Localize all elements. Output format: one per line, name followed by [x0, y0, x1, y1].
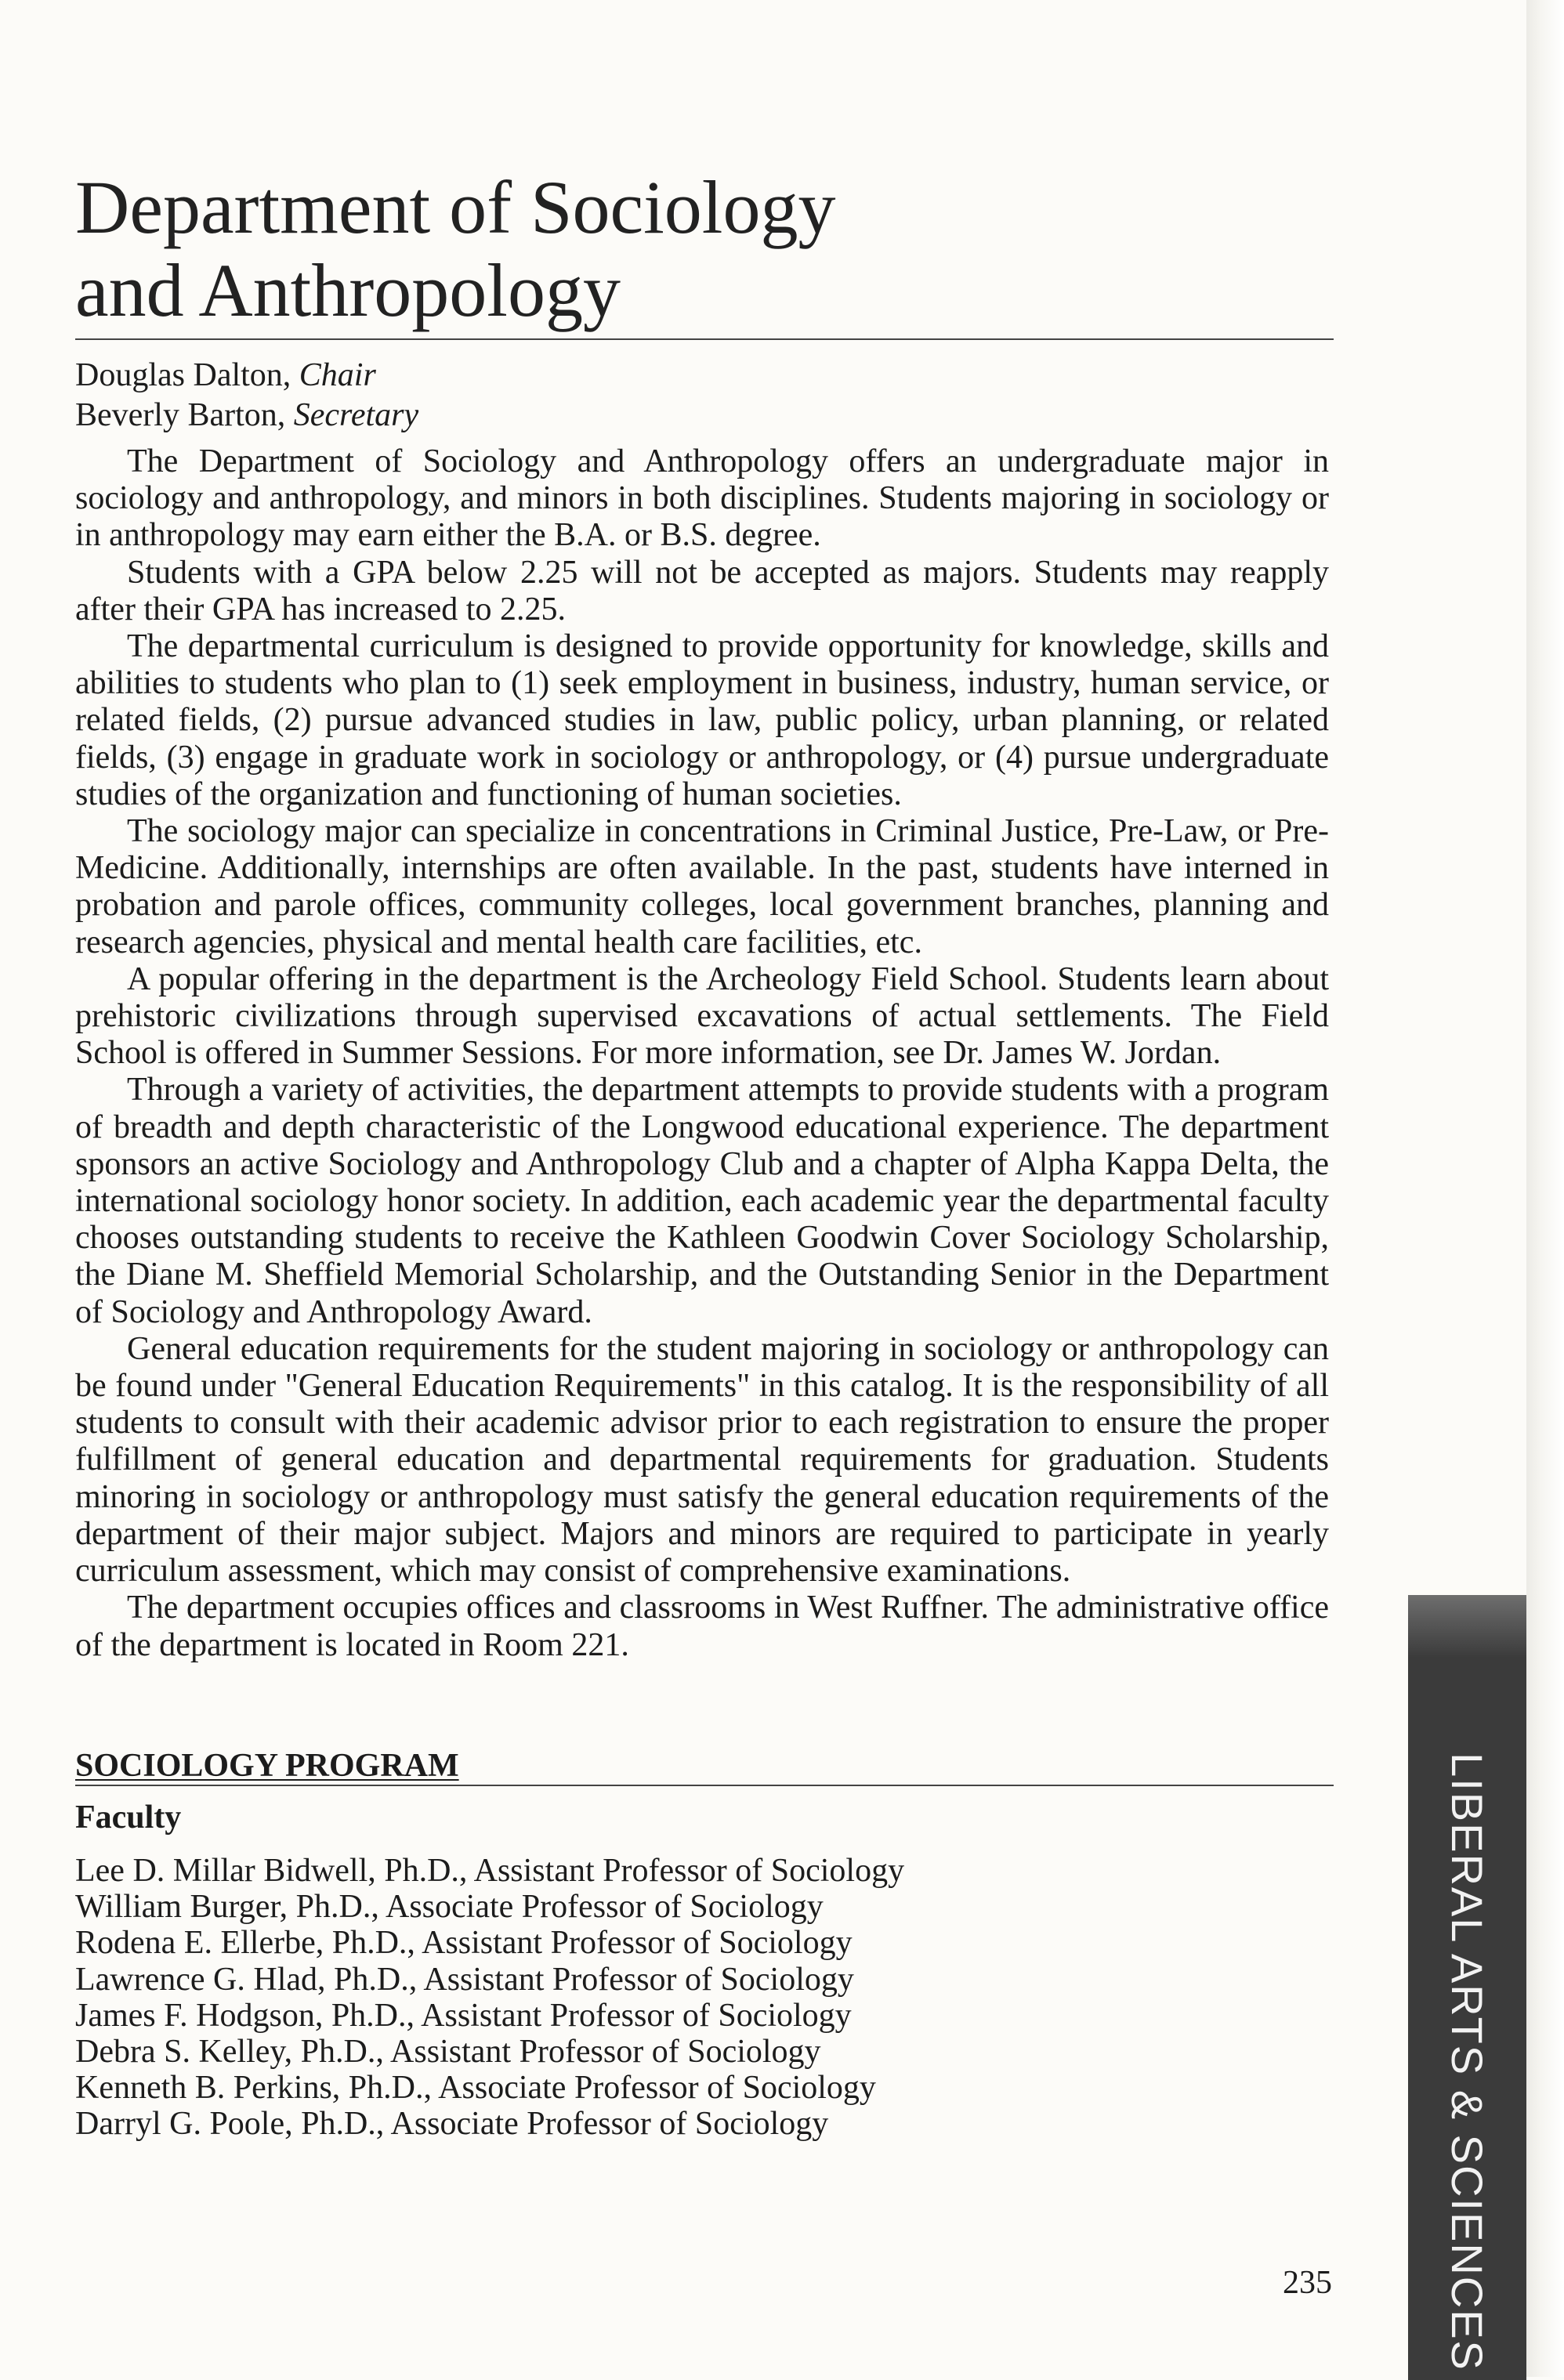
paragraph: The Department of Sociology and Anthropology offers an undergraduate major in sociology and anthropology, and minors in both disciplines. Students majoring in sociology or in anthropology may earn either the B.A. or B.S. degree.: [75, 443, 1329, 554]
paragraph: The sociology major can specialize in concentrations in Criminal Justice, Pre-Law, or Pre-Medicine. Additionally, internships are often available. In the past, students have interned in probation and parole offices, community colleges, local government branches, planning and research agencies, physical and mental health care facilities, etc.: [75, 813, 1329, 960]
staff-name: Douglas Dalton,: [75, 357, 291, 393]
faculty-member: Lawrence G. Hlad, Ph.D., Assistant Professor of Sociology: [75, 1961, 854, 1998]
faculty-member: William Burger, Ph.D., Associate Professor of Sociology: [75, 1889, 824, 1926]
staff-name: Beverly Barton,: [75, 397, 286, 433]
page-title: [75, 166, 1345, 332]
faculty-member: Debra S. Kelley, Ph.D., Assistant Professor of Sociology: [75, 2034, 821, 2071]
faculty-member: Darryl G. Poole, Ph.D., Associate Professor of Sociology: [75, 2106, 829, 2143]
staff-role: Chair: [299, 357, 376, 393]
title-divider: [75, 338, 1334, 340]
faculty-member: James F. Hodgson, Ph.D., Assistant Professor of Sociology: [75, 1997, 852, 2034]
staff-list: [75, 356, 418, 436]
title-line-1: Department of Sociology: [75, 165, 836, 249]
department-description: [75, 443, 1329, 1664]
tab-top-shade: [1408, 1595, 1526, 1658]
paragraph: General education requirements for the student majoring in sociology or anthropology can be found under "General Education Requirements" in this catalog. It is the responsibility of all students to consult with their academic advisor prior to each registration to ensure the proper fulfillment of general education and departmental requirements for graduation. Students minoring in sociology or anthropology must satisfy the general education requirements of the department of their major subject. Majors and minors are required to participate in yearly curriculum assessment, which may consist of comprehensive examinations.: [75, 1330, 1329, 1590]
faculty-member: Kenneth B. Perkins, Ph.D., Associate Professor of Sociology: [75, 2070, 876, 2107]
faculty-member: Rodena E. Ellerbe, Ph.D., Assistant Professor of Sociology: [75, 1925, 853, 1962]
title-line-2: and Anthropology: [75, 248, 621, 332]
page-number: 235: [1283, 2265, 1332, 2301]
paragraph: A popular offering in the department is the Archeology Field School. Students learn about prehistoric civilizations through supervised excavations of actual settlements. The Field School is offered in Summer Sessions. For more information, see Dr. James W. Jordan.: [75, 960, 1329, 1072]
faculty-list: [75, 1853, 904, 2143]
section-divider: [75, 1785, 1334, 1786]
paragraph: Through a variety of activities, the department attempts to provide students with a program of breadth and depth characteristic of the Longwood educational experience. The department sponsors an active Sociology and Anthropology Club and a chapter of Alpha Kappa Delta, the international sociology honor society. In addition, each academic year the departmental faculty chooses outstanding students to receive the Kathleen Goodwin Cover Sociology Scholarship, the Diane M. Sheffield Memorial Scholarship, and the Outstanding Senior in the Department of Sociology and Anthropology Award.: [75, 1072, 1329, 1330]
faculty-member: Lee D. Millar Bidwell, Ph.D., Assistant Professor of Sociology: [75, 1853, 905, 1889]
staff-chair: [75, 356, 418, 396]
staff-secretary: [75, 396, 418, 436]
paragraph: The department occupies offices and classrooms in West Ruffner. The administrative office of the department is located in Room 221.: [75, 1590, 1329, 1663]
page-edge-shadow: [1526, 0, 1564, 2377]
section-tab-label: LIBERAL ARTS & SCIENCES: [1443, 1752, 1492, 2371]
sociology-program-heading: SOCIOLOGY PROGRAM: [75, 1748, 459, 1784]
faculty-heading: Faculty: [75, 1799, 182, 1836]
paragraph: Students with a GPA below 2.25 will not be accepted as majors. Students may reapply after their GPA has increased to 2.25.: [75, 554, 1329, 628]
paragraph: The departmental curriculum is designed to provide opportunity for knowledge, skills and abilities to students who plan to (1) seek employment in business, industry, human service, or related fields, (2) pursue advanced studies in law, public policy, urban planning, or related fields, (3) engage in graduate work in sociology or anthropology, or (4) pursue undergraduate studies of the organization and functioning of human societies.: [75, 628, 1329, 812]
staff-role: Secretary: [293, 397, 419, 433]
